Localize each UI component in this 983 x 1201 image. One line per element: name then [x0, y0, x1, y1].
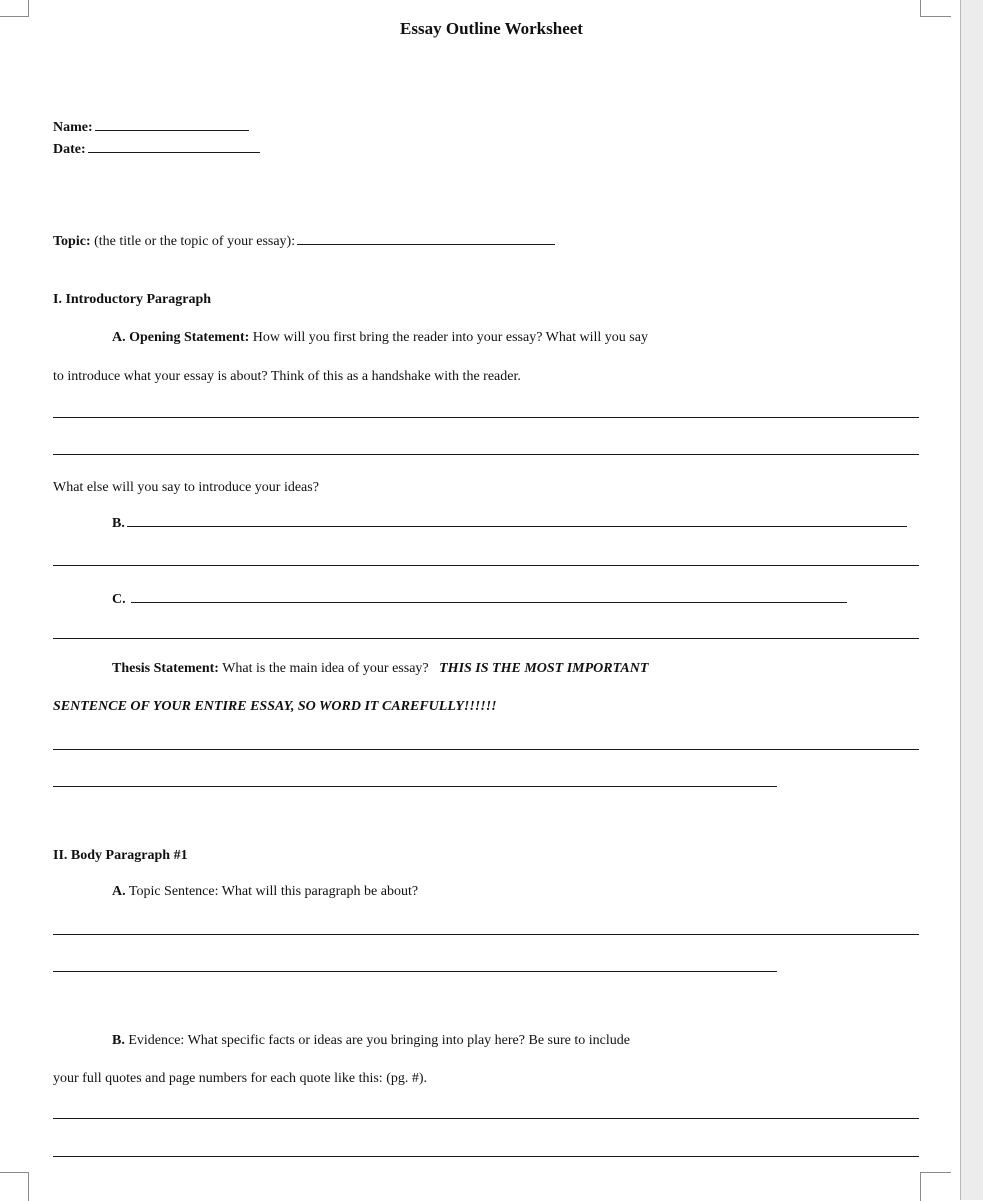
name-field[interactable] [53, 118, 249, 137]
topic-label: Topic: [53, 234, 91, 249]
thesis-question: What is the main idea of your essay? [222, 661, 429, 676]
thesis-line1 [112, 660, 648, 678]
else-question: What else will you say to introduce your ideas? [53, 480, 319, 495]
crop-mark-bottom-left [0, 1172, 29, 1201]
opening-statement-text-line2: to introduce what your essay is about? Think of this as a handshake with the reader. [53, 369, 521, 384]
topic-sentence-label: A. [112, 884, 126, 899]
topic-sentence-answer-line-2[interactable] [53, 971, 777, 972]
opening-answer-line-1[interactable] [53, 417, 919, 418]
point-c-label: C. [112, 592, 126, 607]
point-c-answer-line[interactable] [53, 638, 919, 639]
opening-statement-text-line1: How will you first bring the reader into your essay? What will you say [252, 330, 648, 345]
thesis-emphasis-line2: SENTENCE OF YOUR ENTIRE ESSAY, SO WORD IT CAREFULLY!!!!!! [53, 699, 497, 714]
thesis-answer-line-2[interactable] [53, 786, 777, 787]
section2-heading: II. Body Paragraph #1 [53, 848, 188, 863]
point-c-field[interactable] [112, 590, 847, 609]
crop-mark-top-right [920, 0, 951, 17]
evidence-text-line1: Evidence: What specific facts or ideas are you bringing into play here? Be sure to include [128, 1033, 630, 1048]
page-edge [960, 0, 983, 1200]
name-label: Name: [53, 120, 93, 135]
opening-answer-line-2[interactable] [53, 454, 919, 455]
thesis-emphasis-line1: THIS IS THE MOST IMPORTANT [439, 661, 649, 676]
opening-statement-label: A. Opening Statement: [112, 330, 250, 345]
point-c-blank[interactable] [131, 590, 847, 603]
point-b-label: B. [112, 516, 125, 531]
crop-mark-top-left [0, 0, 29, 17]
crop-mark-bottom-right [920, 1172, 951, 1201]
evidence-label: B. [112, 1033, 125, 1048]
thesis-answer-line-1[interactable] [53, 749, 919, 750]
topic-sentence-answer-line-1[interactable] [53, 934, 919, 935]
point-b-answer-line[interactable] [53, 565, 919, 566]
date-label: Date: [53, 142, 86, 157]
topic-sentence-text: Topic Sentence: What will this paragraph be about? [128, 884, 419, 899]
evidence-text-line2: your full quotes and page numbers for each quote like this: (pg. #). [53, 1071, 428, 1086]
name-blank[interactable] [95, 118, 249, 131]
point-b-field[interactable] [112, 514, 907, 533]
thesis-label: Thesis Statement: [112, 661, 219, 676]
point-b-blank[interactable] [127, 514, 907, 527]
evidence-answer-line-1[interactable] [53, 1118, 919, 1119]
page-title: Essay Outline Worksheet [400, 19, 583, 38]
date-field[interactable] [53, 140, 260, 159]
evidence-line1 [112, 1032, 630, 1050]
opening-statement-line1 [112, 329, 648, 347]
section1-heading: I. Introductory Paragraph [53, 292, 212, 307]
topic-sentence-line [112, 883, 418, 901]
topic-blank[interactable] [297, 232, 555, 245]
evidence-answer-line-2[interactable] [53, 1156, 919, 1157]
topic-hint: (the title or the topic of your essay): [94, 234, 296, 249]
date-blank[interactable] [88, 140, 260, 153]
topic-field[interactable] [53, 232, 555, 251]
